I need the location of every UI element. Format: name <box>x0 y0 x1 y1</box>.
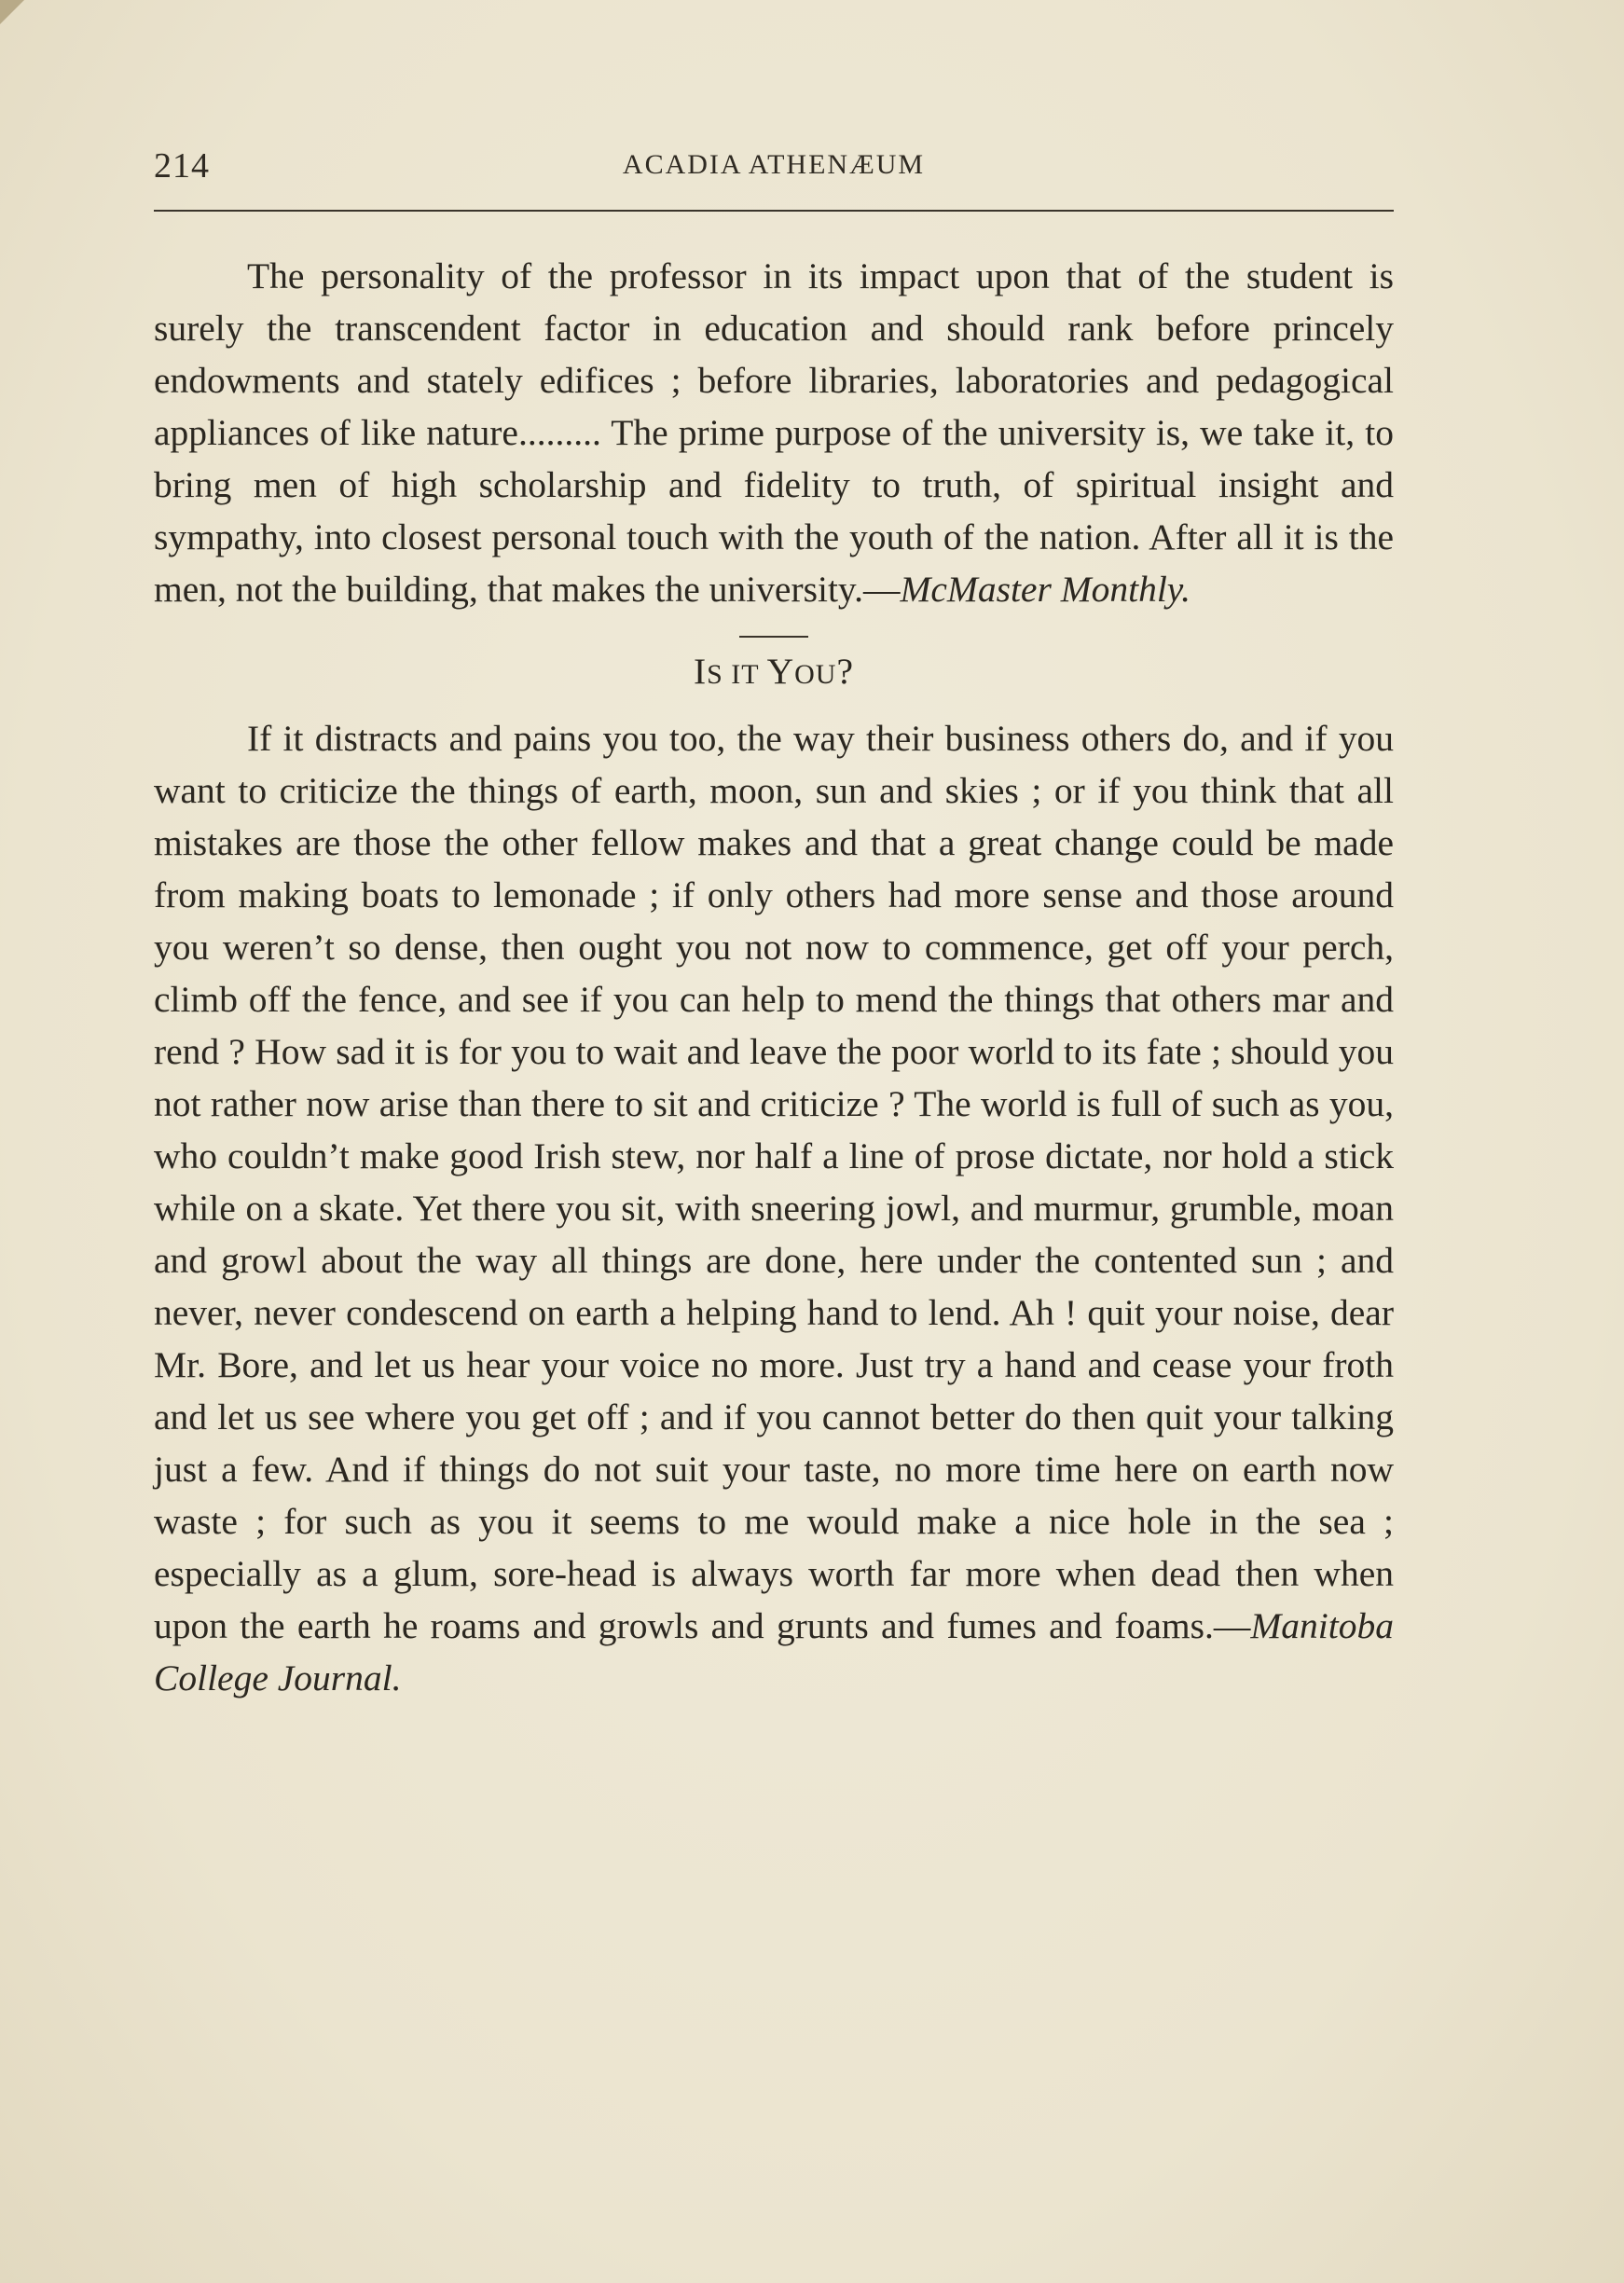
article-title-question: ? <box>836 651 855 692</box>
article-is-it-you <box>154 712 1394 1704</box>
article-personality <box>154 250 1394 615</box>
page-number: 214 <box>154 146 210 186</box>
body-text <box>154 250 1394 1704</box>
article-title <box>154 645 1394 701</box>
article-title-cap-i: I <box>693 651 708 692</box>
page-corner-mark <box>0 0 24 24</box>
header-rule <box>154 210 1394 212</box>
running-title: ACADIA ATHENÆUM <box>622 149 926 180</box>
article-is-it-you-source: Manitoba College Journal. <box>154 1605 1394 1698</box>
article-title-sc-s-it: S IT <box>707 659 767 690</box>
article-is-it-you-text: If it distracts and pains you too, the way their business others do, and if you want to criticize the things of earth, moon, sun and skies ; or if you think that all mistakes are those the other fellow makes and that a great change could be made from making boats to lemonade ; if only others had more sense and those around you weren’t so dense, then ought you not now to commence, get off your perch, climb off the fence, and see if you can help to mend the things that others mar and rend ? How sad it is for you to wait and leave the poor world to its fate ; should you not rather now arise than there to sit and criticize ? The world is full of such as you, who couldn’t make good Irish stew, nor half a line of prose dictate, nor hold a stick while on a skate. Yet there you sit, with sneering jowl, and murmur, grumble, moan and growl about the way all things are done, here under the contented sun ; and never, never condescend on earth a helping hand to lend. Ah ! quit your noise, dear Mr. Bore, and let us hear your voice no more. Just try a hand and cease your froth and let us see where you get off ; and if you cannot better do then quit your talking just a few. And if things do not suit your taste, no more time here on earth now waste ; for such as you it seems to me would make a nice hole in the sea ; especially as a glum, sore-head is always worth far more when dead then when upon the earth he roams and growls and grunts and fumes and foams.— <box>154 718 1394 1646</box>
section-separator <box>739 636 808 638</box>
article-personality-source: McMaster Monthly. <box>900 569 1191 610</box>
page-header <box>154 140 1394 196</box>
article-title-sc-ou: OU <box>794 659 837 690</box>
article-personality-text: The personality of the professor in its impact upon that of the student is surely the transcendent factor in education and should rank before princely endowments and stately edifices ; before libraries, laboratories and pedagogical appliances of like nature......... The prime purpose of the university is, we take it, to bring men of high scholarship and fidelity to truth, of spiritual insight and sympathy, into closest personal touch with the youth of the nation. After all it is the men, not the building, that makes the university.— <box>154 255 1394 610</box>
article-title-cap-y: Y <box>766 651 795 692</box>
